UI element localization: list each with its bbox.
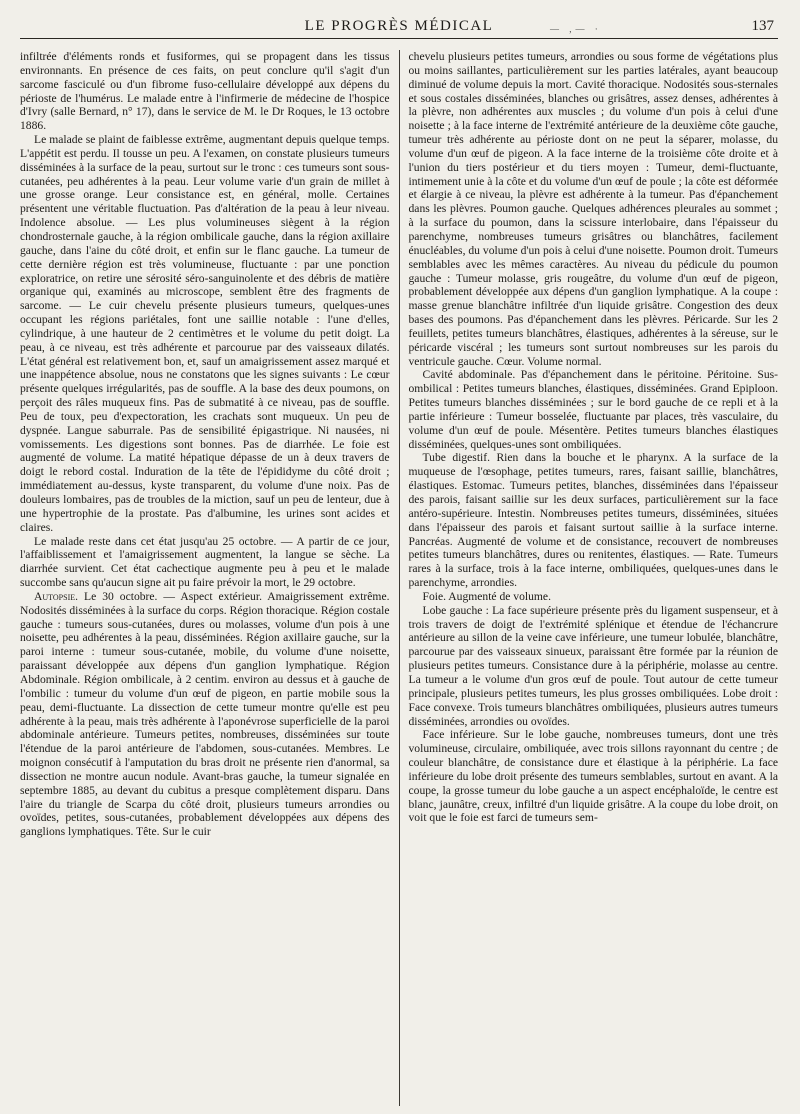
paragraph: chevelu plusieurs petites tumeurs, arrondies ou sous forme de végétations plus ou moins saillantes, particulièrement sur les parties latérales, ayant beaucoup diminué de volume depuis la mort. Cavité thoracique. Nodosités sous-sternales et sous costales disséminées, blanches ou grisâtres, assez denses, adhérentes à la plèvre, non adhérentes aux muscles ; du volume d'un pois à celui d'une noisette ; à la face interne de l'extrémité antérieure de la deuxième côte gauche, tumeur très adhérente au périoste dont on ne peut la séparer, molasse, du volume d'un œuf de pigeon. A la face interne de la troisième côte droite et à l'union du tiers postérieur et du tiers moyen : Tumeur, demi-fluctuante, intimement unie à la côte et du volume d'un œuf de poule ; la côte est déformée et élargie à ce niveau, la plèvre est adhérente à la tumeur. Pas d'épanchement dans les plèvres. Poumon gauche. Quelques adhérences pleurales au sommet ; à la surface du poumon, dans la scissure interlobaire, dans l'épaisseur du parenchyme, nombreuses tumeurs grisâtres ou blanchâtres, facilement énucléables, du volume d'un pois à celui d'une noisette. Poumon droit. Tumeurs semblables avec les mêmes caractères. Au niveau du pédicule du poumon gauche : Tumeur molasse, gris rougeâtre, du volume d'un œuf de pigeon, probablement développée aux dépens d'un ganglion lymphatique. A la coupe : masse grenue blanchâtre infiltrée d'un liquide grisâtre. Congestion des deux bases des poumons. Pas d'épanchement dans les plèvres. Péricarde. Sur les 2 feuillets, petites tumeurs blanchâtres, élastiques, adhérentes à la séreuse, sur le péricarde viscéral ; les tumeurs sont surtout nombreuses sur les parois du ventricule gauche. Cœur. Volume normal.	[408, 50, 778, 368]
paragraph: Cavité abdominale. Pas d'épanchement dans le péritoine. Péritoine. Sus-ombilical : Petites tumeurs blanches, élastiques, disséminées. Grand Epiploon. Petites tumeurs blanches disséminées ; sur le bord gauche de ce repli et à la partie inférieure : Tumeur bosselée, fluctuante par places, très vasculaire, du volume d'un œuf de poule. Mésentère. Petites tumeurs blanches élastiques disséminées, quelques-unes sont ombiliquées.	[408, 368, 778, 451]
paragraph: Lobe gauche : La face supérieure présente près du ligament suspenseur, et à trois travers de doigt de l'extrémité splénique et étendue de l'échancrure antérieure au sillon de la veine cave inférieure, une tumeur lobulée, blanchâtre, parcourue par des vaisseaux sinueux, paraissant être formée par la réunion de plusieurs petites tumeurs. Consistance dure à la périphérie, molasse au centre. La tumeur a le volume d'un gros œuf de poule. Tout autour de cette tumeur principale, plusieurs petites tumeurs, les plus grosses ombiliquées. Lobe droit : Face convexe. Trois tumeurs blanchâtres ombiliquées, plusieurs autres tumeurs disséminées, arrondies ou ovoïdes.	[408, 603, 778, 728]
paragraph-text: Le 30 octobre. — Aspect extérieur. Amaigrissement extrême. Nodosités disséminées à la surface du corps. Région thoracique. Région costale gauche : tumeurs sous-cutanées, dures ou molasses, volume d'un pois à une noisette, peu adhérentes à la peau, disséminées. Région axillaire gauche, sur la paroi interne : tumeur sous-cutanée, mobile, du volume d'une noisette, paraissant développée aux dépens d'un ganglion lymphatique. Région Abdominale. Région ombilicale, à 2 centim. environ au dessus et à gauche de l'ombilic : tumeur du volume d'un œuf de pigeon, en partie mobile sous la peau, demi-fluctuante. La dissection de cette tumeur montre qu'elle est peu adhérente à la peau, mais très adhérente à l'aponévrose superficielle de la paroi abdominale antérieure. Tumeurs petites, nombreuses, disséminées sur toute l'étendue de la paroi antérieure de l'abdomen, sous-cutanées. Membres. Le moignon consécutif à l'amputation du bras droit ne présente rien d'anormal, sa dissection ne montre aucun nodule. Avant-bras gauche, la tumeur signalée en septembre 1885, au devant du cubitus a presque complètement disparu. Dans l'aire du triangle de Scarpa du côté droit, plusieurs tumeurs arrondies ou ovoïdes, petites, sous-cutanées, probablement développées aux dépens des ganglions lymphatiques. Tête. Sur le cuir	[20, 589, 390, 839]
section-lead: Autopsie.	[34, 589, 79, 603]
two-column-body	[20, 50, 778, 1106]
paragraph-autopsie	[20, 590, 390, 839]
page-number: 137	[751, 18, 774, 34]
paragraph: infiltrée d'éléments ronds et fusiformes, qui se propagent dans les tissus environnants. En présence de ces faits, on peut conclure qu'il s'agit d'un sarcome fasciculé ou d'un fibrome fuso-cellulaire développé aux dépens du périoste de l'humérus. Le malade entre à l'infirmerie de médecine de l'hospice d'Ivry (salle Bernard, n° 17), dans le service de M. le Dr Roques, le 13 octobre 1886.	[20, 50, 390, 133]
header-ornament: — ,— ·	[550, 24, 602, 34]
running-header	[20, 0, 778, 39]
journal-title: LE PROGRÈS MÉDICAL	[304, 18, 494, 34]
left-column	[20, 50, 399, 1106]
paragraph: Tube digestif. Rien dans la bouche et le pharynx. A la surface de la muqueuse de l'œsophage, petites tumeurs, rares, faisant saillie, blanchâtres, élastiques. Estomac. Tumeurs petites, blanches, disséminées dans l'épaisseur des parois, faisant saillie sur les deux surfaces, particulièrement sur la face antéro-supérieure. Intestin. Nombreuses petites tumeurs, disséminées, situées dans l'épaisseur des parois et faisant surtout saillie à la surface interne. Pancréas. Augmenté de volume et de consistance, recouvert de nombreuses petites tumeurs blanchâtres, dures ou renitentes, élastiques. — Rate. Tumeurs rares à la surface, trois à la face interne, ombiliquées, quelques-unes dans le parenchyme, arrondies.	[408, 451, 778, 590]
paragraph: Le malade reste dans cet état jusqu'au 25 octobre. — A partir de ce jour, l'affaiblissement et l'amaigrissement augmentent, la langue se sèche. La diarrhée survient. Cet état cachectique augmente peu à peu et le malade succombe sans qu'aucun signe ait pu faire prévoir la mort, le 29 octobre.	[20, 534, 390, 590]
paragraph: Foie. Augmenté de volume.	[422, 589, 551, 603]
right-column	[400, 50, 779, 1106]
paragraph: Face inférieure. Sur le lobe gauche, nombreuses tumeurs, dont une très volumineuse, circulaire, ombiliquée, avec trois sillons rayonnant du centre ; de couleur blanchâtre, de consistance dure et élastique à la périphérie. La face inférieure du lobe droit présente des tumeurs semblables, surtout en avant. A la coupe, la grosse tumeur du lobe gauche a un aspect encéphaloïde, le centre est blanc, jaunâtre, creux, infiltré d'un liquide grisâtre. A la coupe du lobe droit, on voit que le foie est farci de tumeurs sem-	[408, 728, 778, 825]
paragraph: Le malade se plaint de faiblesse extrême, augmentant depuis quelque temps. L'appétit est perdu. Il tousse un peu. A l'examen, on constate plusieurs tumeurs disséminées à la surface de la peau, surtout sur le tronc : ces tumeurs sont sous-cutanées, peu adhérentes à la peau. Leur volume varie d'un grain de millet à une grosse orange. Leur consistance est, en général, molle. Certaines présentent une véritable fluctuation. Pas d'altération de la peau à leur niveau. Indolence absolue. — Les plus volumineuses siègent à la région chondrosternale gauche, à la région ombilicale gauche, dans la région axillaire gauche, dans l'aine du côté droit, et enfin sur le flanc gauche. La tumeur de cette dernière région est très volumineuse, fluctuante : par une ponction exploratrice, on retire une sérosité séro-sanguinolente et des débris de matière organique qui, examinés au microscope, semblent être des fragments de sarcome. — Le cuir chevelu présente plusieurs tumeurs, quelques-unes occupant les régions pariétales, font une saillie notable : l'une d'elles, cylindrique, à une hauteur de 2 centimètres et le volume du petit doigt. La peau, à ce niveau, est très adhérente et parcourue par des vaisseaux dilatés. L'état général est relativement bon, et, sauf un amaigrissement assez marqué et une inappétence absolue, nous ne constatons que les signes suivants : Le cœur présente quelques irrégularités, pas de souffle. A la base des deux poumons, on perçoit des râles muqueux fins. Pas de submatité à ce niveau, pas de souffle. Peu de toux, peu d'expectoration, les crachats sont muqueux. Un peu de dyspnée. Langue saburrale. Pas de sensibilité épigastrique. Ni nausées, ni vomissements. Les digestions sont bonnes. Pas de diarrhée. Le foie est augmenté de volume. La matité hépatique dépasse de un à deux travers de doigt le rebord costal. Induration de la tête de l'épididyme du côté droit ; immédiatement au-dessus, kyste transparent, du volume d'une noix. Pas de douleurs lombaires, pas de troubles de la miction, sauf un peu de lenteur, due à une hypertrophie de la prostate. Pas d'albumine, les urines sont acides et claires.	[20, 133, 390, 534]
